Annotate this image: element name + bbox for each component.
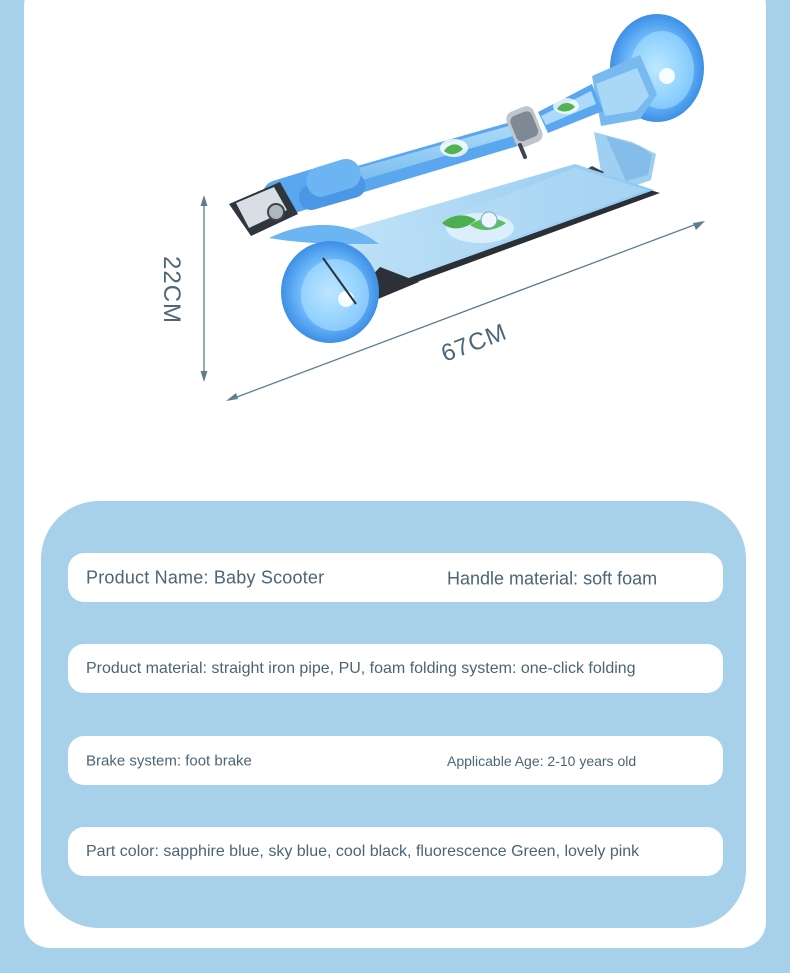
- product-name: Product Name: Baby Scooter: [86, 567, 325, 587]
- scooter-illustration: [0, 0, 790, 480]
- height-label: 22CM: [158, 256, 185, 325]
- spec-row-brake-age: [68, 736, 723, 785]
- length-label: 67CM: [437, 318, 511, 368]
- spec-row-product-material: [68, 644, 723, 693]
- specification-panel: [41, 501, 746, 928]
- spec-row-product-name: [68, 553, 723, 602]
- handle-grips: [229, 155, 368, 236]
- spec-row-part-color: [68, 827, 723, 876]
- rear-wheel: [269, 225, 379, 343]
- brake-system: Brake system: foot brake: [86, 752, 252, 769]
- product-material: Product material: straight iron pipe, PU, foam folding system: one-click folding: [86, 659, 636, 677]
- height-dimension: [158, 195, 208, 382]
- applicable-age: Applicable Age: 2-10 years old: [447, 752, 637, 769]
- part-color: Part color: sapphire blue, sky blue, cool black, fluorescence Green, lovely pink: [86, 842, 640, 860]
- handle-material: Handle material: soft foam: [447, 568, 658, 589]
